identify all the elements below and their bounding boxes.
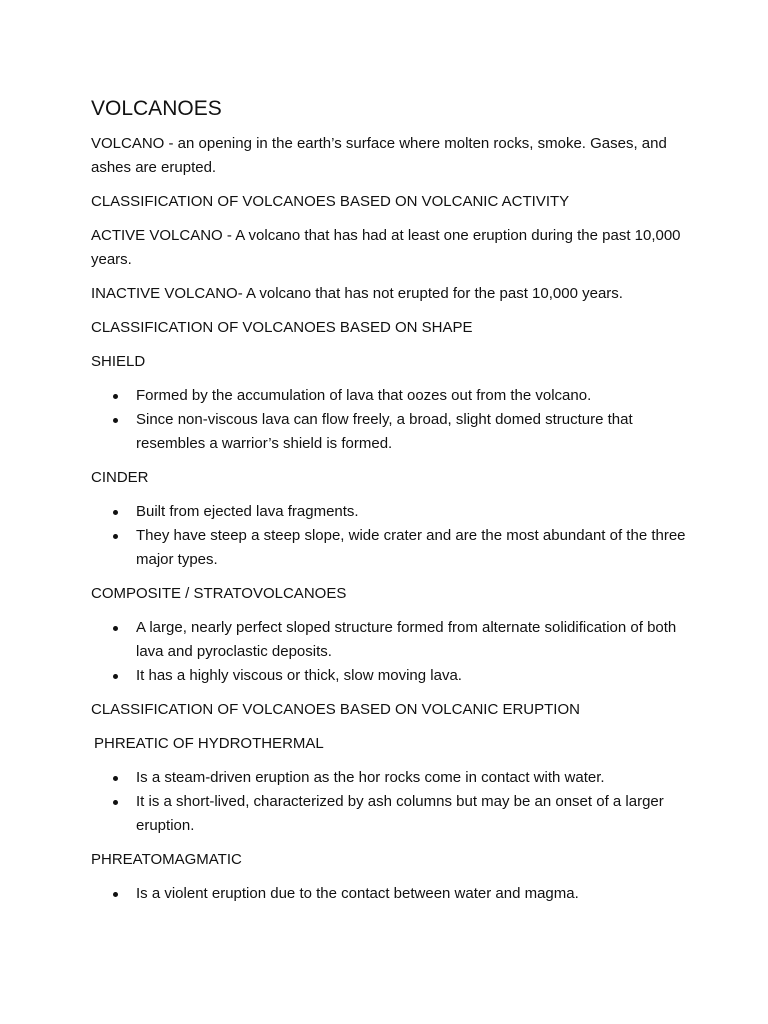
list-item-text: It has a highly viscous or thick, slow moving lava.: [136, 667, 462, 684]
phreatic-bullet-list: [91, 766, 691, 838]
list-item: [91, 882, 691, 906]
shield-heading: SHIELD: [91, 353, 146, 370]
activity-classification-heading: CLASSIFICATION OF VOLCANOES BASED ON VOLCANIC ACTIVITY: [91, 193, 570, 210]
list-item-text: Formed by the accumulation of lava that oozes out from the volcano.: [136, 387, 592, 404]
document-body: [91, 92, 691, 916]
bullet-icon: [113, 418, 118, 423]
list-item: [91, 766, 691, 790]
cinder-bullet-list: [91, 500, 691, 572]
bullet-icon: [113, 626, 118, 631]
list-item: [91, 524, 691, 572]
list-item: [91, 664, 691, 688]
bullet-icon: [113, 510, 118, 515]
list-item-text: Is a violent eruption due to the contact between water and magma.: [136, 885, 579, 902]
list-item-text: It is a short-lived, characterized by ash columns but may be an onset of a larger eruption.: [136, 793, 664, 834]
list-item: [91, 384, 691, 408]
list-item: [91, 616, 691, 664]
bullet-icon: [113, 800, 118, 805]
list-item: [91, 500, 691, 524]
eruption-classification-heading: CLASSIFICATION OF VOLCANOES BASED ON VOLCANIC ERUPTION: [91, 701, 580, 718]
shape-classification-heading: CLASSIFICATION OF VOLCANOES BASED ON SHAPE: [91, 319, 473, 336]
volcano-definition: VOLCANO - an opening in the earth’s surface where molten rocks, smoke. Gases, and ashes are erupted.: [91, 135, 667, 176]
shield-bullet-list: [91, 384, 691, 456]
phreatomagmatic-heading: PHREATOMAGMATIC: [91, 851, 242, 868]
list-item-text: They have steep a steep slope, wide crater and are the most abundant of the three major types.: [136, 527, 686, 568]
list-item: [91, 790, 691, 838]
page-title: VOLCANOES: [91, 97, 222, 120]
list-item: [91, 408, 691, 456]
bullet-icon: [113, 394, 118, 399]
list-item-text: A large, nearly perfect sloped structure formed from alternate solidification of both lava and pyroclastic deposits.: [136, 619, 677, 660]
active-volcano-definition: ACTIVE VOLCANO - A volcano that has had at least one eruption during the past 10,000 years.: [91, 227, 681, 268]
list-item-text: Is a steam-driven eruption as the hor rocks come in contact with water.: [136, 769, 605, 786]
bullet-icon: [113, 892, 118, 897]
composite-bullet-list: [91, 616, 691, 688]
list-item-text: Since non-viscous lava can flow freely, a broad, slight domed structure that resembles a warrior’s shield is formed.: [136, 411, 633, 452]
cinder-heading: CINDER: [91, 469, 149, 486]
composite-heading: COMPOSITE / STRATOVOLCANOES: [91, 585, 347, 602]
inactive-volcano-definition: INACTIVE VOLCANO- A volcano that has not erupted for the past 10,000 years.: [91, 285, 623, 302]
phreatic-heading: PHREATIC OF HYDROTHERMAL: [94, 735, 324, 752]
bullet-icon: [113, 674, 118, 679]
phreatomagmatic-bullet-list: [91, 882, 691, 906]
list-item-text: Built from ejected lava fragments.: [136, 503, 359, 520]
bullet-icon: [113, 534, 118, 539]
bullet-icon: [113, 776, 118, 781]
